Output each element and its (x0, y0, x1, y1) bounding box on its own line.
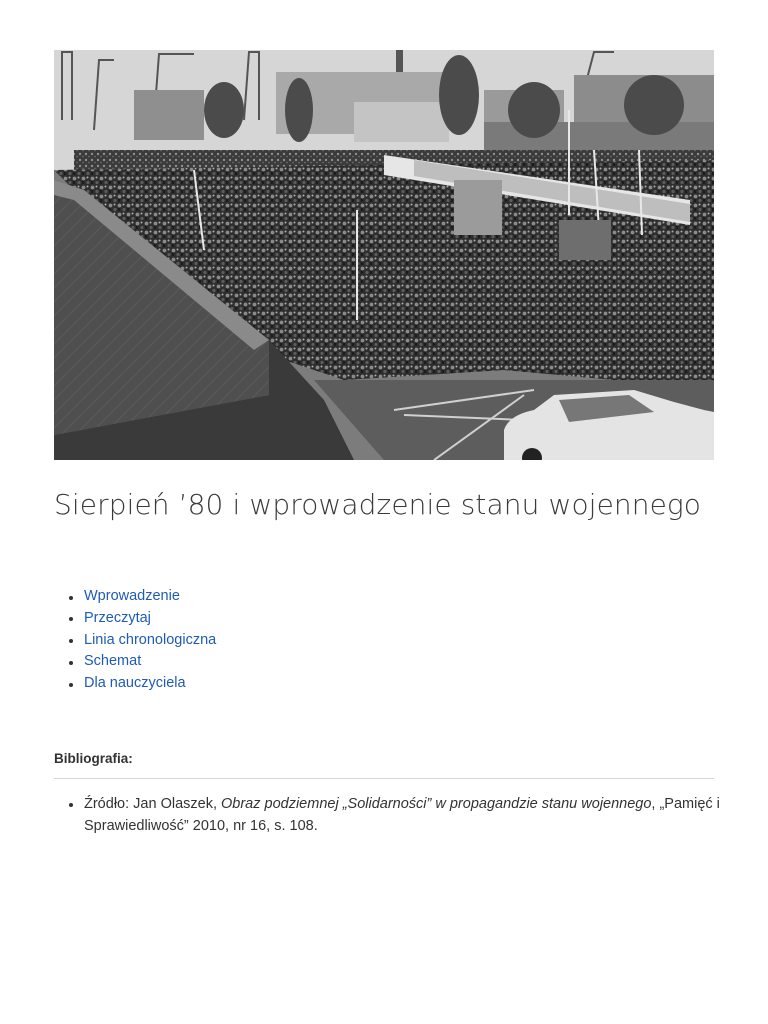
nav-item-dla-nauczyciela (84, 673, 216, 695)
bus (454, 180, 502, 235)
hero-photo (54, 50, 714, 460)
nav-link-przeczytaj[interactable]: Przeczytaj (84, 609, 151, 626)
nav-item-linia-chronologiczna (84, 630, 216, 652)
nav-item-przeczytaj (84, 608, 216, 630)
hero-photo-drawing (54, 50, 714, 460)
bibliography-entry (84, 793, 724, 837)
nav-item-schemat (84, 651, 216, 673)
van (559, 220, 611, 260)
bibliography-list (54, 793, 724, 837)
bibliography-entry-title: Obraz podziemnej „Solidarności” w propagandzie stanu wojennego (221, 796, 652, 812)
nav-link-dla-nauczyciela[interactable]: Dla nauczyciela (84, 675, 186, 692)
page-title: Sierpień ’80 i wprowadzenie stanu wojennego (54, 488, 702, 521)
nav-item-wprowadzenie (84, 586, 216, 608)
bibliography-entry-suffix: , „Pamięć i Sprawiedliwość” 2010, nr 16, s. 108. (84, 796, 720, 834)
bibliography-heading: Bibliografia: (54, 751, 133, 766)
divider (54, 778, 714, 779)
nav-link-wprowadzenie[interactable]: Wprowadzenie (84, 588, 180, 604)
nav-link-schemat[interactable]: Schemat (84, 653, 142, 670)
section-nav (54, 586, 216, 695)
nav-link-linia-chronologiczna[interactable]: Linia chronologiczna (84, 631, 217, 648)
bibliography-entry-prefix: Źródło: Jan Olaszek, (84, 796, 221, 812)
